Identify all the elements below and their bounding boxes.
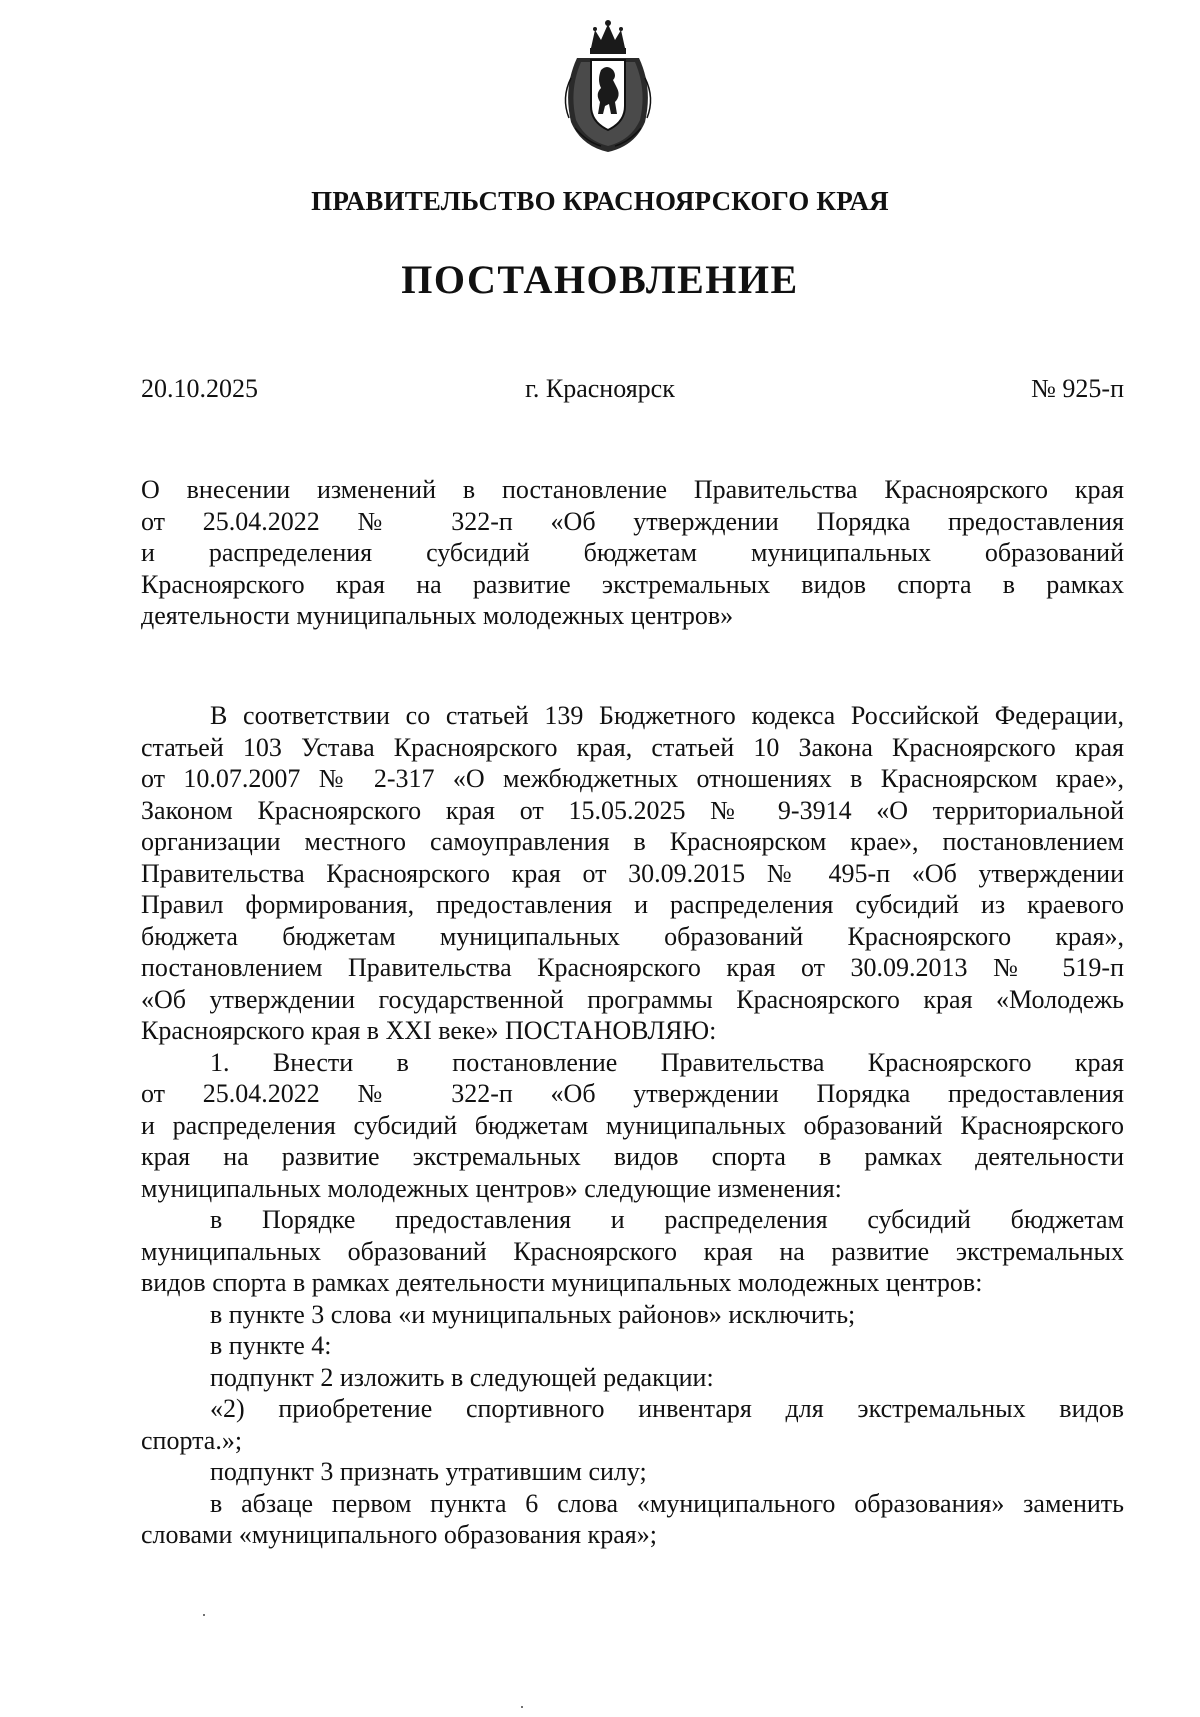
- body-line: «Об утверждении государственной программы Красноярского края «Молодежь: [141, 984, 1124, 1014]
- coat-of-arms-icon: [557, 18, 659, 156]
- body-line: подпункт 2 изложить в следующей редакции:: [210, 1362, 714, 1392]
- document-date: 20.10.2025: [141, 374, 258, 403]
- body-line: муниципальных молодежных центров» следующие изменения:: [141, 1173, 842, 1203]
- document-body: [141, 700, 1124, 1551]
- body-line: спорта.»;: [141, 1425, 243, 1455]
- body-line: от 25.04.2022 № 322-п «Об утверждении Порядка предоставления: [141, 1079, 1124, 1108]
- subject-line: деятельности муниципальных молодежных центров»: [141, 601, 734, 630]
- document-number: № 925-п: [1031, 374, 1124, 403]
- body-line: постановлением Правительства Красноярского края от 30.09.2013 № 519-п: [141, 953, 1124, 982]
- body-line: в пункте 3 слова «и муниципальных районов» исключить;: [210, 1299, 856, 1329]
- scan-speck: [521, 1706, 523, 1708]
- document-city: г. Красноярск: [525, 374, 675, 403]
- body-line: муниципальных образований Красноярского края на развитие экстремальных: [141, 1236, 1124, 1266]
- body-line: и распределения субсидий бюджетам муниципальных образований Красноярского: [141, 1110, 1124, 1140]
- subject-line: от 25.04.2022 № 322-п «Об утверждении Порядка предоставления: [141, 506, 1124, 536]
- body-line: видов спорта в рамках деятельности муниципальных молодежных центров:: [141, 1268, 983, 1297]
- subject-line: и распределения субсидий бюджетам муниципальных образований: [141, 538, 1124, 567]
- body-line: в абзаце первом пункта 6 слова «муниципального образования» заменить: [210, 1488, 1124, 1518]
- body-line: словами «муниципального образования края»;: [141, 1520, 657, 1549]
- document-subject: [141, 474, 1124, 632]
- body-line: Правительства Красноярского края от 30.09.2015 № 495-п «Об утверждении: [141, 858, 1124, 888]
- body-line: В соответствии со статьей 139 Бюджетного кодекса Российской Федерации,: [210, 701, 1124, 730]
- body-line: Законом Красноярского края от 15.05.2025 № 9-3914 «О территориальной: [141, 795, 1124, 825]
- government-name: ПРАВИТЕЛЬСТВО КРАСНОЯРСКОГО КРАЯ: [311, 186, 889, 216]
- subject-line: Красноярского края на развитие экстремальных видов спорта в рамках: [141, 569, 1124, 599]
- body-line: организации местного самоуправления в Красноярском крае», постановлением: [141, 827, 1124, 856]
- body-line: «2) приобретение спортивного инвентаря для экстремальных видов: [210, 1394, 1124, 1423]
- document-type: ПОСТАНОВЛЕНИЕ: [401, 257, 799, 302]
- subject-line: О внесении изменений в постановление Правительства Красноярского края: [141, 475, 1124, 504]
- body-line: подпункт 3 признать утратившим силу;: [210, 1457, 647, 1486]
- body-line: в Порядке предоставления и распределения субсидий бюджетам: [210, 1205, 1124, 1234]
- body-line: бюджета бюджетам муниципальных образований Красноярского края»,: [141, 921, 1124, 951]
- body-line: в пункте 4:: [210, 1331, 332, 1360]
- body-line: края на развитие экстремальных видов спорта в рамках деятельности: [141, 1142, 1124, 1171]
- scan-speck: [203, 1614, 205, 1616]
- body-line: Правил формирования, предоставления и распределения субсидий из краевого: [141, 890, 1124, 919]
- body-line: 1. Внести в постановление Правительства Красноярского края: [210, 1047, 1124, 1077]
- body-line: Красноярского края в XXI веке» ПОСТАНОВЛЯЮ:: [141, 1016, 717, 1045]
- body-line: статьей 103 Устава Красноярского края, статьей 10 Закона Красноярского края: [141, 732, 1124, 762]
- body-line: от 10.07.2007 № 2-317 «О межбюджетных отношениях в Красноярском крае»,: [141, 764, 1124, 793]
